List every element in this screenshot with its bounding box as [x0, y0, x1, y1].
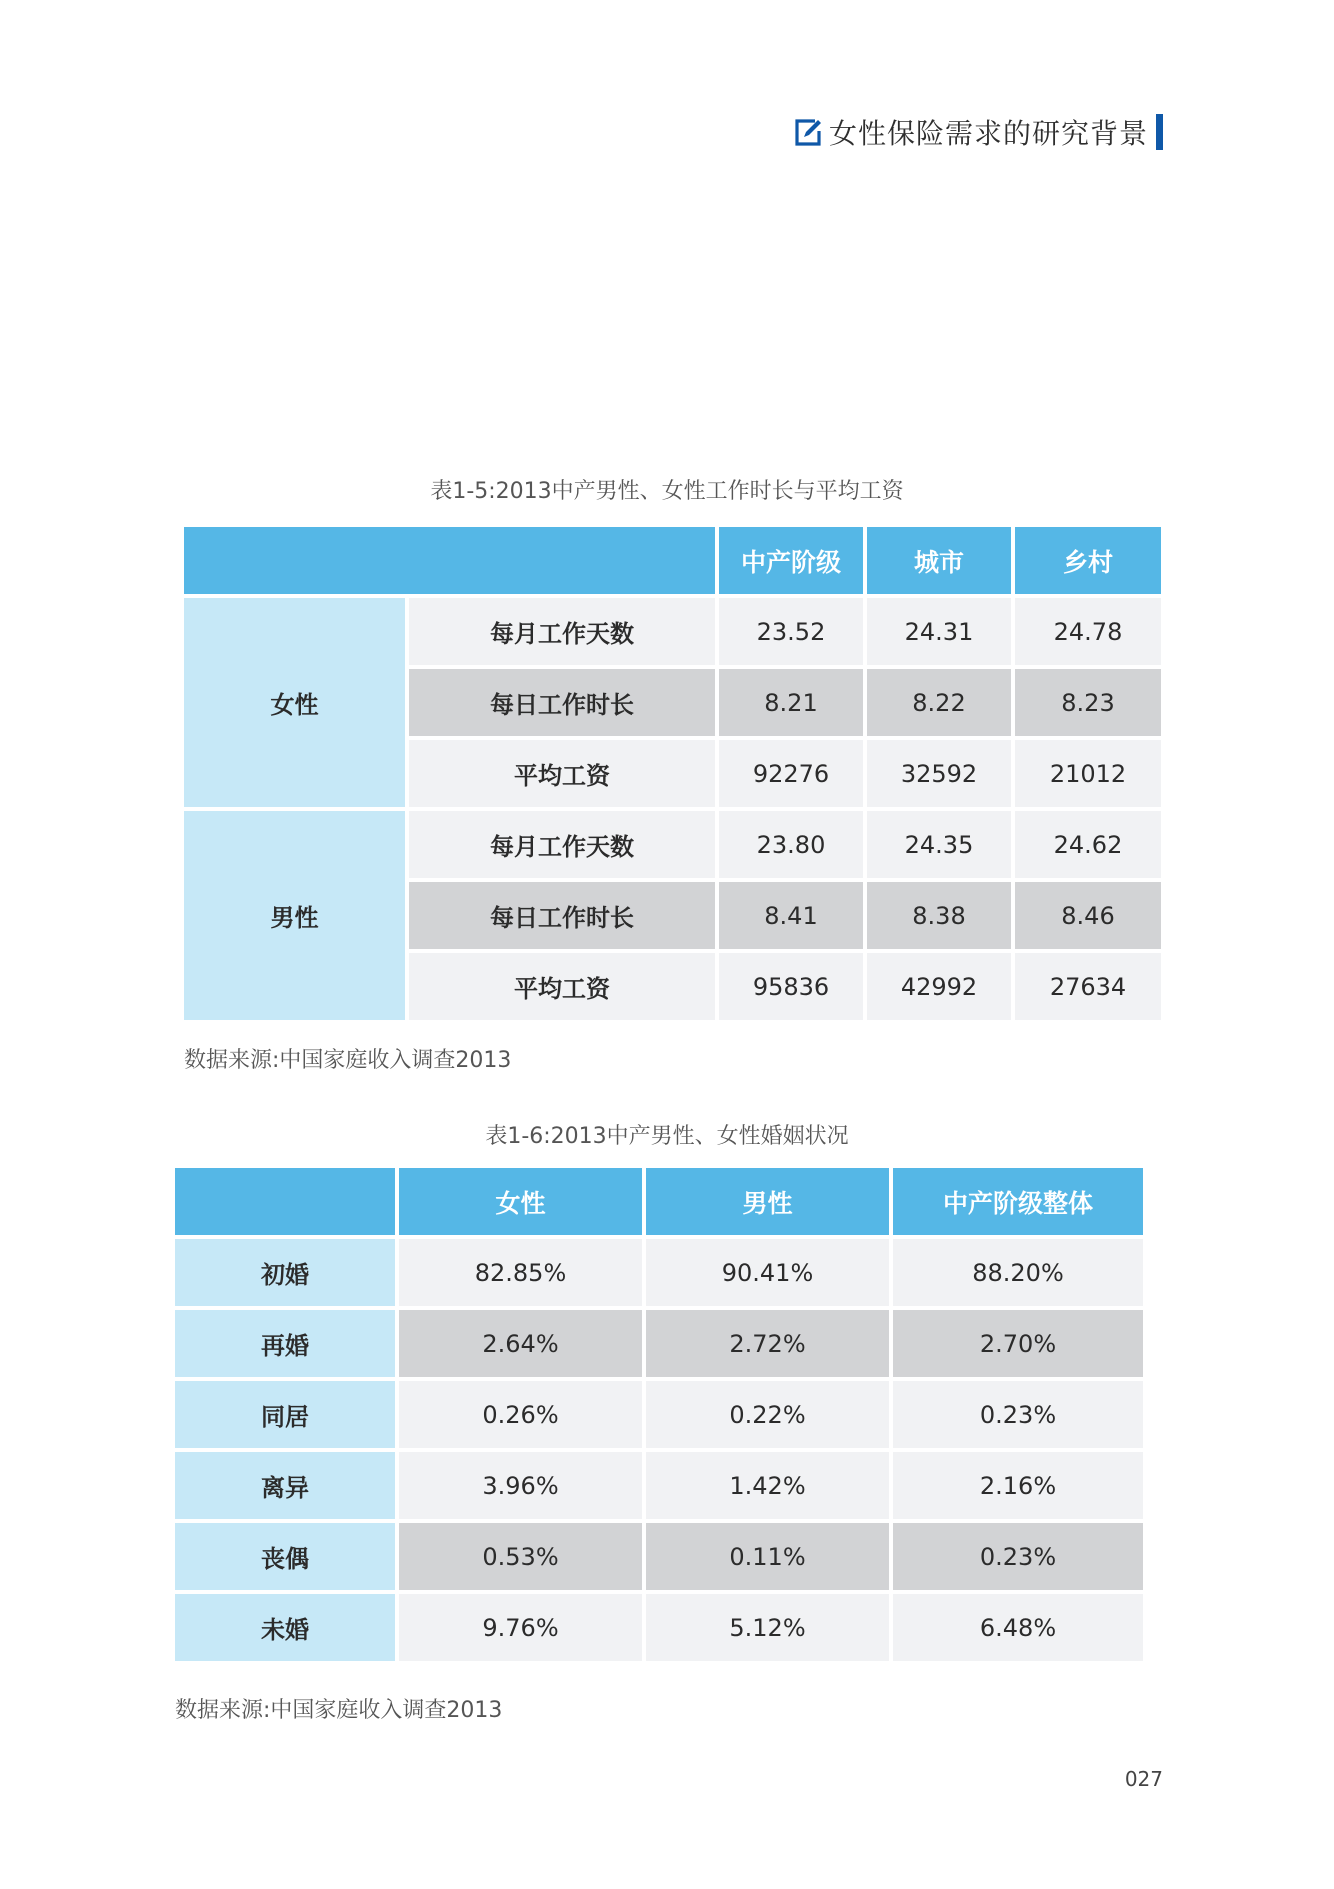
table1-source-note: 数据来源:中国家庭收入调查2013: [184, 1048, 512, 1073]
table2-cell: 2.70%: [893, 1310, 1143, 1377]
table1-cell: 8.41: [719, 882, 863, 949]
table2-row-label: 丧偶: [175, 1523, 395, 1590]
running-header: [793, 112, 1163, 152]
section-title: 女性保险需求的研究背景: [828, 117, 1148, 150]
table2-cell: 90.41%: [646, 1239, 889, 1306]
table1-row-label: 平均工资: [409, 953, 715, 1020]
table2-caption: 表1-6:2013中产男性、女性婚姻状况: [485, 1124, 849, 1149]
table1-col-header: 城市: [867, 527, 1011, 594]
table2-cell: 0.23%: [893, 1381, 1143, 1448]
table1-row-label: 每日工作时长: [409, 882, 715, 949]
table1-cell: 27634: [1015, 953, 1161, 1020]
table2-corner-header: [175, 1168, 395, 1235]
table2-col-header: 中产阶级整体: [893, 1168, 1143, 1235]
table1-col-header: 中产阶级: [719, 527, 863, 594]
table2-cell: 82.85%: [399, 1239, 642, 1306]
table1-cell: 21012: [1015, 740, 1161, 807]
table2-col-header: 女性: [399, 1168, 642, 1235]
table1-cell: 24.31: [867, 598, 1011, 665]
table2-cell: 0.11%: [646, 1523, 889, 1590]
table2-cell: 5.12%: [646, 1594, 889, 1661]
accent-bar: [1156, 114, 1163, 150]
table1-cell: 24.62: [1015, 811, 1161, 878]
table1-caption: 表1-5:2013中产男性、女性工作时长与平均工资: [430, 479, 904, 504]
table1-cell: 8.38: [867, 882, 1011, 949]
table1-row-label: 每日工作时长: [409, 669, 715, 736]
table1-cell: 92276: [719, 740, 863, 807]
table1-cell: 23.52: [719, 598, 863, 665]
table1-row-label: 平均工资: [409, 740, 715, 807]
table2-cell: 2.64%: [399, 1310, 642, 1377]
table1-cell: 8.22: [867, 669, 1011, 736]
table1-row-label: 每月工作天数: [409, 811, 715, 878]
table1-group-label: 男性: [184, 811, 405, 1020]
table2-cell: 6.48%: [893, 1594, 1143, 1661]
table1-cell: 8.21: [719, 669, 863, 736]
table2: [175, 1168, 1143, 1661]
table1-col-header: 乡村: [1015, 527, 1161, 594]
table2-row-label: 再婚: [175, 1310, 395, 1377]
table1-cell: 8.46: [1015, 882, 1161, 949]
table1: [184, 527, 1161, 1020]
table1-cell: 8.23: [1015, 669, 1161, 736]
table1-row-label: 每月工作天数: [409, 598, 715, 665]
table1-cell: 24.35: [867, 811, 1011, 878]
edit-icon: [793, 117, 823, 147]
table1-cell: 24.78: [1015, 598, 1161, 665]
table2-cell: 3.96%: [399, 1452, 642, 1519]
table2-cell: 0.26%: [399, 1381, 642, 1448]
table2-row-label: 同居: [175, 1381, 395, 1448]
table2-source-note: 数据来源:中国家庭收入调查2013: [175, 1698, 503, 1723]
table1-group-label: 女性: [184, 598, 405, 807]
table2-cell: 2.72%: [646, 1310, 889, 1377]
table2-cell: 0.23%: [893, 1523, 1143, 1590]
table2-row-label: 未婚: [175, 1594, 395, 1661]
table2-cell: 0.22%: [646, 1381, 889, 1448]
table2-cell: 1.42%: [646, 1452, 889, 1519]
table2-cell: 0.53%: [399, 1523, 642, 1590]
table2-col-header: 男性: [646, 1168, 889, 1235]
table2-cell: 2.16%: [893, 1452, 1143, 1519]
table1-cell: 32592: [867, 740, 1011, 807]
table1-corner-header: [184, 527, 715, 594]
page-number: 027: [1124, 1767, 1163, 1791]
table1-cell: 95836: [719, 953, 863, 1020]
table2-row-label: 离异: [175, 1452, 395, 1519]
table2-row-label: 初婚: [175, 1239, 395, 1306]
table2-cell: 88.20%: [893, 1239, 1143, 1306]
table1-cell: 23.80: [719, 811, 863, 878]
table1-cell: 42992: [867, 953, 1011, 1020]
table2-cell: 9.76%: [399, 1594, 642, 1661]
